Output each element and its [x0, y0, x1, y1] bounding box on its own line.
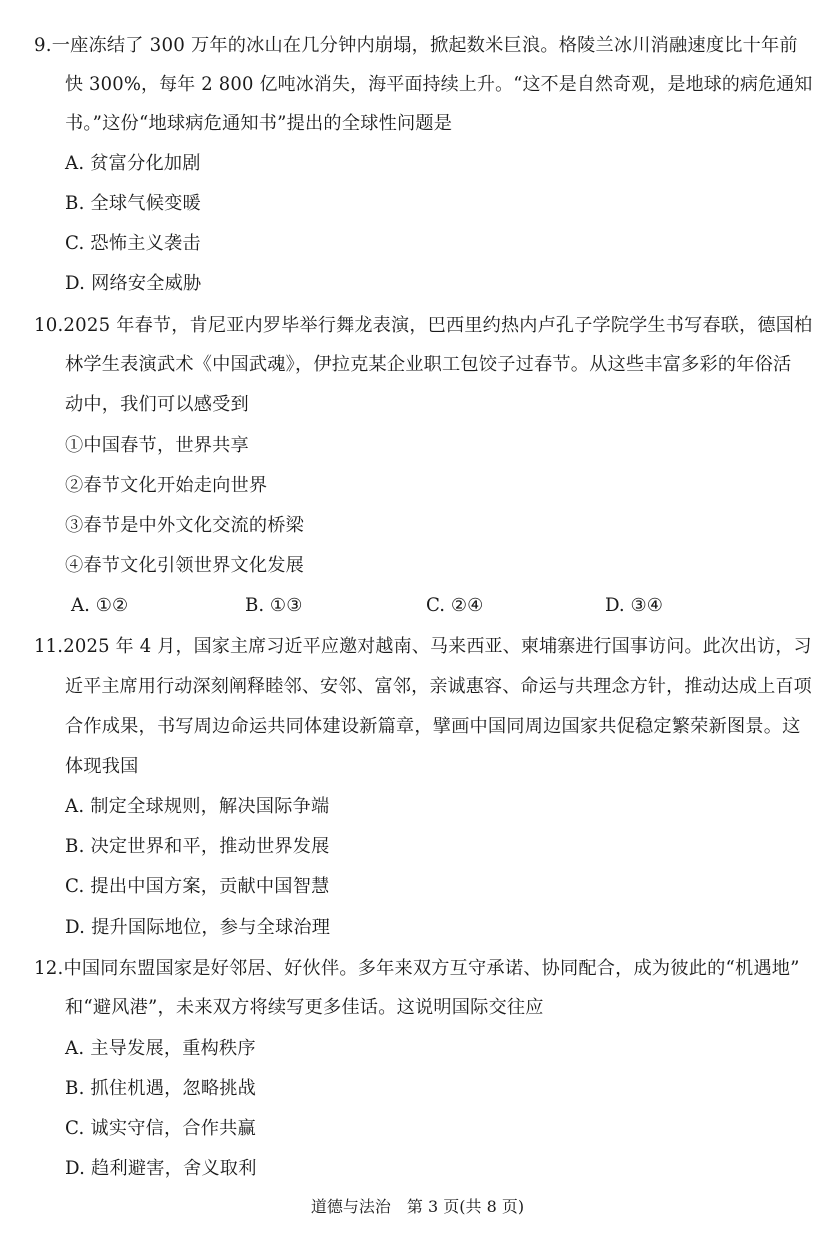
question-stem-line: 动中，我们可以感受到: [65, 394, 249, 415]
choice-b: B. ①③: [245, 595, 303, 616]
option-c: C. 提出中国方案，贡献中国智慧: [65, 876, 330, 897]
question-stem-line: 合作成果，书写周边命运共同体建设新篇章，擘画中国同周边国家共促稳定繁荣新图景。这: [65, 716, 801, 737]
choice-a: A. ①②: [71, 595, 129, 616]
statement-1: ①中国春节，世界共享: [65, 435, 249, 456]
question-stem-line: 林学生表演武术《中国武魂》，伊拉克某企业职工包饺子过春节。从这些丰富多彩的年俗活: [65, 354, 792, 375]
statement-3: ③春节是中外文化交流的桥梁: [65, 515, 305, 536]
question-stem-line: 12.中国同东盟国家是好邻居、好伙伴。多年来双方互守承诺、协同配合，成为彼此的“机遇地”: [34, 958, 800, 979]
statement-2: ②春节文化开始走向世界: [65, 475, 268, 496]
option-a: A. 贫富分化加剧: [65, 153, 201, 174]
option-c: C. 恐怖主义袭击: [65, 233, 201, 254]
choice-c: C. ②④: [426, 595, 484, 616]
question-stem-line: 和“避风港”，未来双方将续写更多佳话。这说明国际交往应: [65, 997, 544, 1018]
choice-d: D. ③④: [605, 595, 664, 616]
page-footer: 道德与法治 第 3 页(共 8 页): [310, 1197, 525, 1216]
option-b: B. 抓住机遇，忽略挑战: [65, 1078, 257, 1099]
option-a: A. 制定全球规则，解决国际争端: [65, 796, 330, 817]
question-stem-line: 体现我国: [65, 756, 139, 777]
option-a: A. 主导发展，重构秩序: [65, 1038, 256, 1059]
question-stem-line: 近平主席用行动深刻阐释睦邻、安邻、富邻，亲诚惠容、命运与共理念方针，推动达成上百项: [65, 676, 812, 697]
statement-4: ④春节文化引领世界文化发展: [65, 555, 305, 576]
option-b: B. 全球气候变暖: [65, 193, 201, 214]
question-stem-line: 9.一座冻结了 300 万年的冰山在几分钟内崩塌，掀起数米巨浪。格陵兰冰川消融速度比十年前: [34, 35, 798, 56]
option-d: D. 网络安全威胁: [65, 273, 202, 294]
option-d: D. 趋利避害，舍义取利: [65, 1158, 257, 1179]
question-stem-line: 11.2025 年 4 月，国家主席习近平应邀对越南、马来西亚、柬埔寨进行国事访问。此次出访，习: [34, 636, 812, 657]
option-d: D. 提升国际地位，参与全球治理: [65, 917, 331, 938]
question-stem-line: 书。”这份“地球病危通知书”提出的全球性问题是: [65, 113, 453, 134]
option-b: B. 决定世界和平，推动世界发展: [65, 836, 330, 857]
question-stem-line: 快 300%，每年 2 800 亿吨冰消失，海平面持续上升。“这不是自然奇观，是地球的病危通知: [65, 74, 813, 95]
question-stem-line: 10.2025 年春节，肯尼亚内罗毕举行舞龙表演，巴西里约热内卢孔子学院学生书写春联，德国柏: [34, 315, 813, 336]
option-c: C. 诚实守信，合作共赢: [65, 1118, 256, 1139]
